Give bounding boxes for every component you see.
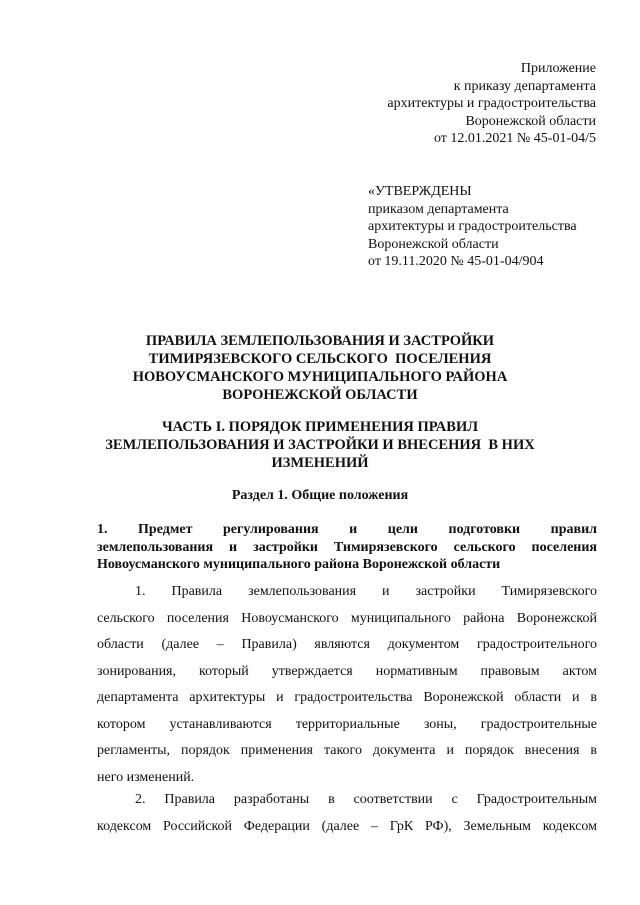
section-heading: Раздел 1. Общие положения xyxy=(231,488,409,503)
paragraph-line: регламенты, порядок применения такого документа и порядок внесения в xyxy=(97,743,597,758)
article-heading xyxy=(97,521,597,574)
approval-line: архитектуры и градостроительства xyxy=(368,219,577,234)
approval-line: Воронежской области xyxy=(368,236,499,252)
paragraph-line: зонирования, который утверждается нормативным правовым актом xyxy=(97,663,597,679)
document-title xyxy=(40,332,600,404)
paragraph-line: 1. Правила землепользования и застройки Тимирязевского xyxy=(135,584,597,599)
appendix-line: Воронежской области xyxy=(465,113,596,129)
appendix-line: архитектуры и градостроительства xyxy=(387,96,596,111)
part-line: ИЗМЕНЕНИЙ xyxy=(271,455,369,471)
title-line: ВОРОНЕЖСКОЙ ОБЛАСТИ xyxy=(222,387,418,403)
part-heading xyxy=(40,418,600,472)
appendix-block xyxy=(387,60,596,148)
article-heading-line: Новоусманского муниципального района Воронежской области xyxy=(97,557,501,572)
title-line: ТИМИРЯЗЕВСКОГО СЕЛЬСКОГО ПОСЕЛЕНИЯ xyxy=(148,351,492,367)
paragraph-line: кодексом Российской Федерации (далее – ГрК РФ), Земельным кодексом xyxy=(97,818,597,834)
paragraph-1 xyxy=(97,579,597,791)
paragraph-line: сельского поселения Новоусманского муниципального района Воронежской xyxy=(97,610,597,626)
part-line: ЧАСТЬ I. ПОРЯДОК ПРИМЕНЕНИЯ ПРАВИЛ xyxy=(161,419,479,435)
paragraph-line: него изменений. xyxy=(97,769,195,785)
article-heading-line: 1. Предмет регулирования и цели подготовки правил xyxy=(97,522,597,537)
paragraph-line: 2. Правила разработаны в соответствии с Градостроительным xyxy=(135,792,597,807)
paragraph-line: области (далее – Правила) являются документом градостроительного xyxy=(97,637,597,652)
appendix-line: Приложение xyxy=(520,61,596,76)
approval-line: приказом департамента xyxy=(368,201,509,217)
title-line: ПРАВИЛА ЗЕМЛЕПОЛЬЗОВАНИЯ И ЗАСТРОЙКИ xyxy=(145,333,495,349)
paragraph-line: департамента архитектуры и градостроительства Воронежской области и в xyxy=(97,690,597,705)
appendix-order-reference: от 12.01.2021 № 45-01-04/5 xyxy=(433,131,596,146)
appendix-line: к приказу департамента xyxy=(453,78,596,94)
approval-order-reference: от 19.11.2020 № 45-01-04/904 xyxy=(368,254,544,269)
approval-heading: «УТВЕРЖДЕНЫ xyxy=(368,184,472,199)
part-line: ЗЕМЛЕПОЛЬЗОВАНИЯ И ЗАСТРОЙКИ И ВНЕСЕНИЯ В НИХ xyxy=(105,437,535,453)
paragraph-2 xyxy=(97,787,597,840)
title-line: НОВОУСМАНСКОГО МУНИЦИПАЛЬНОГО РАЙОНА xyxy=(132,369,508,385)
approval-block xyxy=(368,183,577,271)
article-heading-line: землепользования и застройки Тимирязевского сельского поселения xyxy=(97,539,597,555)
paragraph-line: котором устанавливаются территориальные зоны, градостроительные xyxy=(97,716,597,732)
